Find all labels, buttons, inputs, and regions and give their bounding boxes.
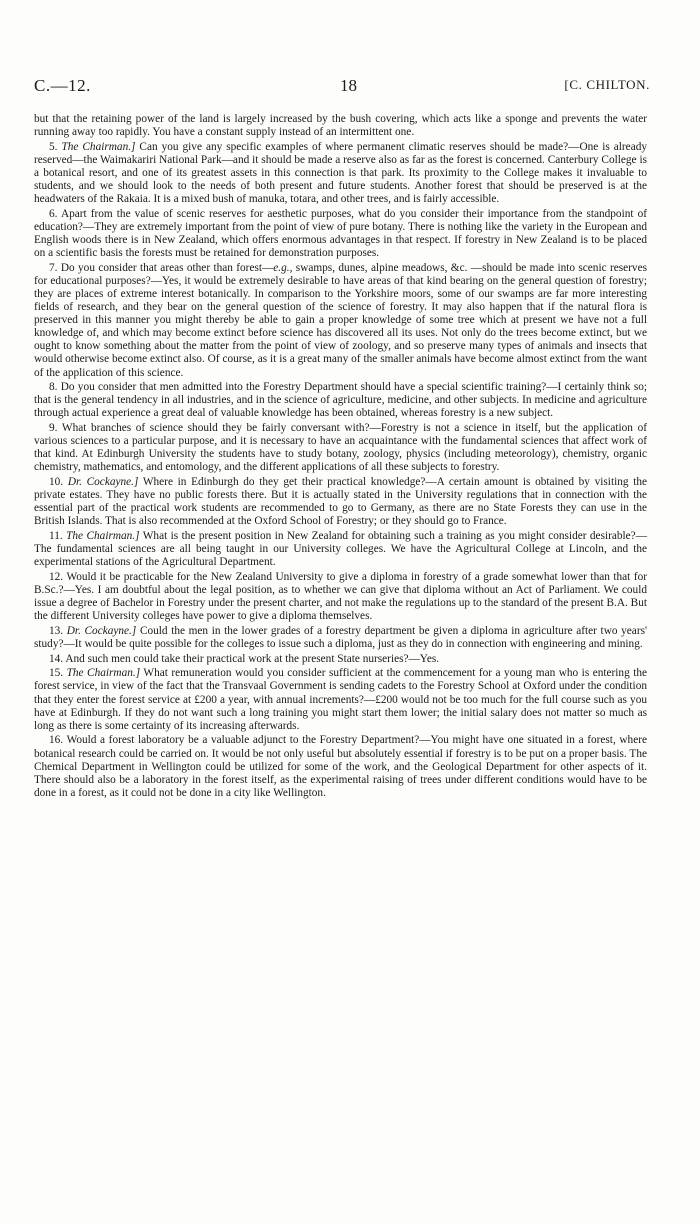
question-14: 14. And such men could take their practical work at the present State nurseries?—Yes. [49, 652, 440, 665]
question-5: 5. The Chairman.] Can you give any specific examples of where permanent climatic reserves should be made?—One is already reserved—the Waimakariri National Park—and it should be made a reserve also as far as the forest is concerned. Canterbury College is a botanical resort, and one of its greatest assets in this connection is that park. Its proximity to the College makes it invaluable to students, and we should look to the needs of both present and future students. Another forest that should be preserved is at the headwaters of the Rakaia. It is a mixed bush of manuka, totara, and other trees, and is fairly accessible. [34, 140, 648, 206]
page-number: 18 [340, 76, 357, 95]
question-15: 15. The Chairman.] What remuneration would you consider sufficient at the commencement for a young man who is entering the forest service, in view of the fact that the Transvaal Government is sending cadets to the Forestry School at Oxford under the condition that they enter the forest service at £200 a year, with annual increments?—£200 would not be too much for the full course such as you have at Edinburgh. If they do not want such a long training you might start them lower; the initial salary does not matter so much as long as there is some certainty of its increasing afterwards. [34, 667, 648, 732]
question-16: 16. Would a forest laboratory be a valuable adjunct to the Forestry Department?—You might have one situated in a forest, where botanical research could be carried on. It would be not only useful but absolutely essential if forestry is to be put on a proper basis. The Chemical Department in Wellington could be utilized for some of the work, and the Geological Department for other aspects of it. There should also be a laboratory in the forest itself, as the experimental raising of trees under different conditions would have to be done in a forest, as it could not be done in a city like Wellington. [34, 734, 647, 799]
speaker-label: Dr. Cockayne.] [66, 624, 137, 637]
question-12: 12. Would it be practicable for the New Zealand University to give a diploma in forestry of a grade somewhat lower than that for B.Sc.?—Yes. I am doubtful about the legal position, as to whether we can give that diploma without an Act of Parliament. We could issue a degree of Bachelor in Forestry under the present charter, and not make the regulations up to the standard of the present B.A. But the different University colleges have power to give a diploma themselves. [34, 570, 647, 623]
speaker-label: The Chairman.] [66, 530, 140, 543]
question-13: 13. Dr. Cockayne.] Could the men in the lower grades of a forestry department be given a diploma in agriculture after two years' study?—It would be quite possible for the colleges to issue such a diploma, just as they do in connection with engineering and mining. [34, 624, 648, 650]
question-11: 11. The Chairman.] What is the present position in New Zealand for obtaining such a training as you might consider desirable?—The fundamental sciences are all being taught in our University colleges. We have the Agricultural College at Lincoln, and the experimental stations of the Agricultural Department. [34, 530, 647, 569]
report-reference: C.—12. [34, 76, 91, 95]
witness-name: [C. CHILTON. [564, 77, 650, 92]
question-10: 10. Dr. Cockayne.] Where in Edinburgh do they get their practical knowledge?—A certain amount is obtained by visiting the private estates. They have no public forests there. But it is actually stated in the University regulations that in connection with the essential part of the practical work students are recommended to go to Germany, as there are no State Forests they can use in the British Islands. That is also recommended at the Oxford School of Forestry; or they should go to France. [34, 476, 647, 528]
question-9: 9. What branches of science should they be fairly conversant with?—Forestry is not a science in itself, but the application of various sciences to a particular purpose, and it is necessary to have an acquaintance with the fundamental sciences that affect work of that kind. At Edinburgh University the students have to study botany, zoology, physics (including meteorology), chemistry, organic chemistry, mathematics, and entomology, and the different applications of all these subjects to forestry. [34, 422, 647, 474]
evidence-text [34, 113, 647, 802]
question-7: 7. Do you consider that areas other than forest—e.g., swamps, dunes, alpine meadows, &c. —should be made into scenic reserves for educational purposes?—Yes, it would be extremely desirable to have areas of that kind bearing on the general question of forestry; they are places of extreme interest botanically. In comparison to the Yorkshire moors, some of our swamps are far more interesting fields of research, and they bear on the general question of the science of forestry. It may also happen that if the natural flora is preserved in this manner you might thereby be able to gain a proper knowledge of some tree which at present we have not a full knowledge of, and which may become extinct before science has discovered all its uses. Not only do the trees become extinct, but we ought to know something about the matter from the point of view of zoology, and so preserve many types of animals and insects that would otherwise become extinct also. Of course, as it is a great many of the smaller animals have become almost extinct from the want of the application of this science. [34, 261, 647, 379]
question-8: 8. Do you consider that men admitted into the Forestry Department should have a special scientific training?—I certainly think so; that is the general tendency in all industries, and in the science of agriculture, medicine, and other subjects. In medicine and agriculture through actual experience a great deal of valuable knowledge has been obtained, whereas forestry is a new subject. [34, 381, 648, 420]
page-header [34, 76, 650, 100]
speaker-label: The Chairman.] [66, 667, 141, 680]
question-6: 6. Apart from the value of scenic reserves for aesthetic purposes, what do you consider their importance from the standpoint of education?—They are extremely important from the point of view of pure botany. There is nothing like the variety in the European and English woods there is in New Zealand, which offers enormous advantages in that respect. If forestry in New Zealand is to be placed on a scientific basis the forests must be retained for demonstration purposes. [34, 207, 648, 260]
speaker-label: The Chairman.] [61, 140, 136, 153]
paragraph-continuation: but that the retaining power of the land is largely increased by the bush covering, which acts like a sponge and prevents the water running away too rapidly. You have a constant supply instead of an intermittent one. [34, 113, 647, 139]
speaker-label: Dr. Cockayne.] [67, 476, 139, 489]
